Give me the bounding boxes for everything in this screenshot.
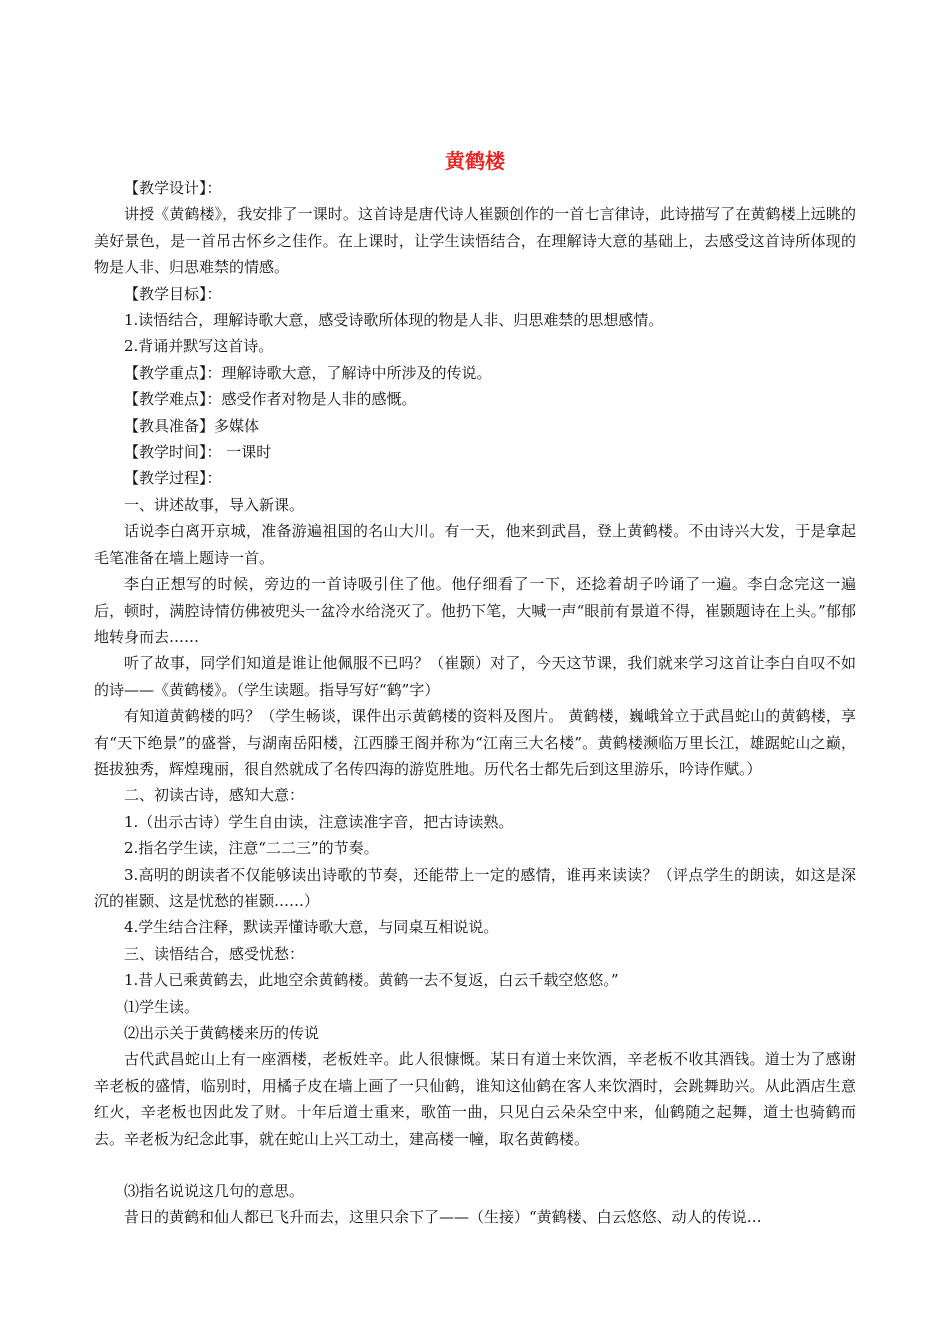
poem-lines: 1.昔人已乘黄鹤去，此地空余黄鹤楼。黄鹤一去不复返，白云千载空悠悠。”	[124, 971, 619, 990]
closing-paragraph: 昔日的黄鹤和仙人都已飞升而去，这里只余下了——（生接）“黄鹤楼、白云悠悠、动人的传说…	[124, 1208, 762, 1227]
legend-paragraph: 古代武昌蛇山上有一座酒楼，老板姓辛。此人很慷慨。某日有道士来饮酒，辛老板不收其酒钱。道士为了感谢辛老板的盛情，临别时，用橘子皮在墙上画了一只仙鹤，谁知这仙鹤在客人来饮酒时，会跳舞助兴。从此酒店生意红火，辛老板也因此发了财。十年后道士重来，歌笛一曲，只见白云朵朵空中来，仙鹤随之起舞，道士也骑鹤而去。辛老板为纪念此事，就在蛇山上兴工动土，建高楼一幢，取名黄鹤楼。	[94, 1050, 856, 1148]
teaching-process-heading: 【教学过程】：	[124, 469, 222, 488]
section-2-heading: 二、初读古诗，感知大意：	[124, 786, 305, 805]
story-paragraph-2: 李白正想写的时候，旁边的一首诗吸引住了他。他仔细看了一下，还捻着胡子吟诵了一遍。李白念完这一遍后，顿时，满腔诗情仿佛被兜头一盆冷水给浇灭了。他扔下笔，大喊一声“眼前有景道不得，崔颢题诗在上头。”郁郁地转身而去……	[94, 575, 856, 646]
reading-step-4: 4.学生结合注释，默读弄懂诗歌大意，与同桌互相说说。	[124, 918, 499, 937]
teaching-design-heading: 【教学设计】：	[124, 179, 222, 197]
section-1-heading: 一、讲述故事，导入新课。	[124, 495, 305, 514]
document-body	[94, 175, 856, 1231]
sub-step-2: ⑵出示关于黄鹤楼来历的传说	[124, 1024, 320, 1042]
teaching-time: 【教学时间】： 一课时	[124, 443, 272, 462]
reading-step-2: 2.指名学生读，注意“二二三”的节奏。	[124, 839, 379, 858]
tower-intro-paragraph: 有知道黄鹤楼的吗？（学生畅谈，课件出示黄鹤楼的资料及图片。 黄鹤楼，巍峨耸立于武昌蛇山的黄鹤楼，享有“天下绝景”的盛誉，与湖南岳阳楼，江西滕王阁并称为“江南三大名楼”。黄鹤楼濒临万里长江，雄踞蛇山之巅，挺拔独秀，辉煌瑰丽，很自然就成了名传四海的游览胜地。历代名士都先后到这里游乐，吟诗作赋。）	[94, 707, 856, 778]
sub-step-3: ⑶指名说说这几句的意思。	[124, 1182, 305, 1201]
reading-step-1: 1.（出示古诗）学生自由读，注意读准字音，把古诗读熟。	[124, 812, 514, 831]
story-paragraph-1: 话说李白离开京城，准备游遍祖国的名山大川。有一天，他来到武昌，登上黄鹤楼。不由诗兴大发，于是拿起毛笔准备在墙上题诗一首。	[94, 522, 856, 567]
key-points: 【教学重点】：理解诗歌大意，了解诗中所涉及的传说。	[124, 363, 492, 382]
goal-item-2: 2.背诵并默写这首诗。	[124, 337, 274, 356]
reading-step-3: 3.高明的朗读者不仅能够读出诗歌的节奏，还能带上一定的感情，谁再来读读？（评点学生的朗读，如这是深沉的崔颢、这是忧愁的崔颢……）	[94, 865, 856, 910]
section-3-heading: 三、读悟结合，感受忧愁：	[124, 944, 305, 963]
document-title: 黄鹤楼	[445, 149, 505, 173]
teaching-aids: 【教具准备】多媒体	[124, 416, 260, 435]
story-paragraph-3: 听了故事，同学们知道是谁让他佩服不已吗？（崔颢）对了，今天这节课，我们就来学习这首让李白自叹不如的诗——《黄鹤楼》。（学生读题。指导写好“鹤”字）	[94, 654, 856, 699]
teaching-goals-heading: 【教学目标】：	[124, 284, 222, 303]
difficult-points: 【教学难点】：感受作者对物是人非的感慨。	[124, 390, 417, 409]
blank-line	[94, 1152, 856, 1178]
sub-step-1: ⑴学生读。	[124, 997, 200, 1016]
goal-item-1: 1.读悟结合，理解诗歌大意，感受诗歌所体现的物是人非、归思难禁的思想感情。	[124, 311, 664, 330]
teaching-design-text: 讲授《黄鹤楼》，我安排了一课时。这首诗是唐代诗人崔颢创作的一首七言律诗，此诗描写了在黄鹤楼上远眺的美好景色，是一首吊古怀乡之佳作。在上课时，让学生读悟结合，在理解诗大意的基础上，去感受这首诗所体现的物是人非、归思难禁的情感。	[94, 205, 856, 277]
